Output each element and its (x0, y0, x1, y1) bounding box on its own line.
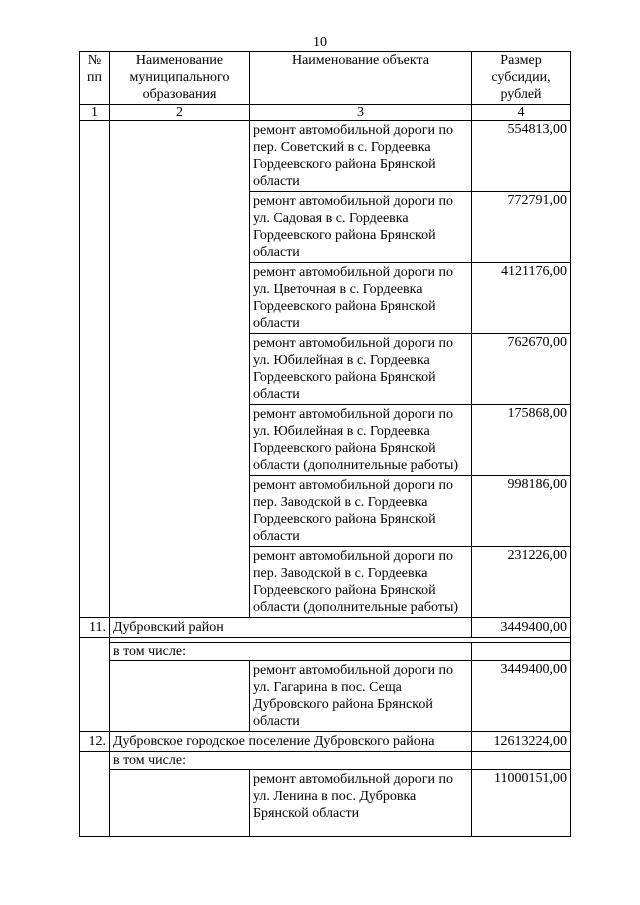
page-number: 10 (313, 35, 327, 50)
header-subsidy: Размер субсидии, рублей (472, 52, 571, 105)
table-row (80, 121, 571, 192)
empty-cell (472, 752, 571, 770)
including-row (80, 643, 571, 661)
empty-cell (80, 638, 110, 732)
table-header-row (80, 52, 571, 105)
district-amount: 12613224,00 (472, 732, 571, 752)
object-name: ремонт автомобильной дороги по ул. Цветочная в с. Гордеевка Гордеевского района Брянской области (250, 263, 472, 334)
subsidy-table (79, 51, 571, 837)
column-number: 3 (250, 105, 472, 121)
including-label: в том числе: (110, 752, 472, 770)
empty-cell (110, 770, 250, 837)
subsidy-amount: 3449400,00 (472, 661, 571, 732)
subsidy-amount: 231226,00 (472, 547, 571, 618)
empty-cell (110, 121, 250, 618)
header-municipality: Наименование муниципального образования (110, 52, 250, 105)
empty-cell (80, 752, 110, 837)
column-number: 1 (80, 105, 110, 121)
column-number: 2 (110, 105, 250, 121)
district-amount: 3449400,00 (472, 618, 571, 638)
including-row (80, 752, 571, 770)
row-number: 11. (80, 618, 110, 638)
object-name: ремонт автомобильной дороги по ул. Ленина в пос. Дубровка Брянской области (250, 770, 472, 837)
object-name: ремонт автомобильной дороги по ул. Юбилейная в с. Гордеевка Гордеевского района Брянской области (250, 334, 472, 405)
table-row (80, 661, 571, 732)
district-name: Дубровский район (110, 618, 472, 638)
including-label: в том числе: (110, 643, 472, 661)
district-row (80, 618, 571, 638)
subsidy-amount: 175868,00 (472, 405, 571, 476)
column-number: 4 (472, 105, 571, 121)
object-name: ремонт автомобильной дороги по ул. Юбилейная в с. Гордеевка Гордеевского района Брянской области (дополнительные работы) (250, 405, 472, 476)
subsidy-amount: 998186,00 (472, 476, 571, 547)
object-name: ремонт автомобильной дороги по пер. Заводской в с. Гордеевка Гордеевского района Брянской области (250, 476, 472, 547)
object-name: ремонт автомобильной дороги по ул. Гагарина в пос. Сеща Дубровского района Брянской области (250, 661, 472, 732)
subsidy-amount: 772791,00 (472, 192, 571, 263)
subsidy-amount: 554813,00 (472, 121, 571, 192)
empty-cell (110, 661, 250, 732)
column-number-row (80, 105, 571, 121)
subsidy-amount: 762670,00 (472, 334, 571, 405)
row-number: 12. (80, 732, 110, 752)
empty-cell (472, 643, 571, 661)
object-name: ремонт автомобильной дороги по ул. Садовая в с. Гордеевка Гордеевского района Брянской области (250, 192, 472, 263)
table-row (80, 770, 571, 837)
header-num: № пп (80, 52, 110, 105)
object-name: ремонт автомобильной дороги по пер. Заводской в с. Гордеевка Гордеевского района Брянской области (дополнительные работы) (250, 547, 472, 618)
subsidy-amount: 11000151,00 (472, 770, 571, 837)
empty-cell (80, 121, 110, 618)
object-name: ремонт автомобильной дороги по пер. Советский в с. Гордеевка Гордеевского района Брянской области (250, 121, 472, 192)
district-row (80, 732, 571, 752)
header-object: Наименование объекта (250, 52, 472, 105)
subsidy-amount: 4121176,00 (472, 263, 571, 334)
district-name: Дубровское городское поселение Дубровского района (110, 732, 472, 752)
